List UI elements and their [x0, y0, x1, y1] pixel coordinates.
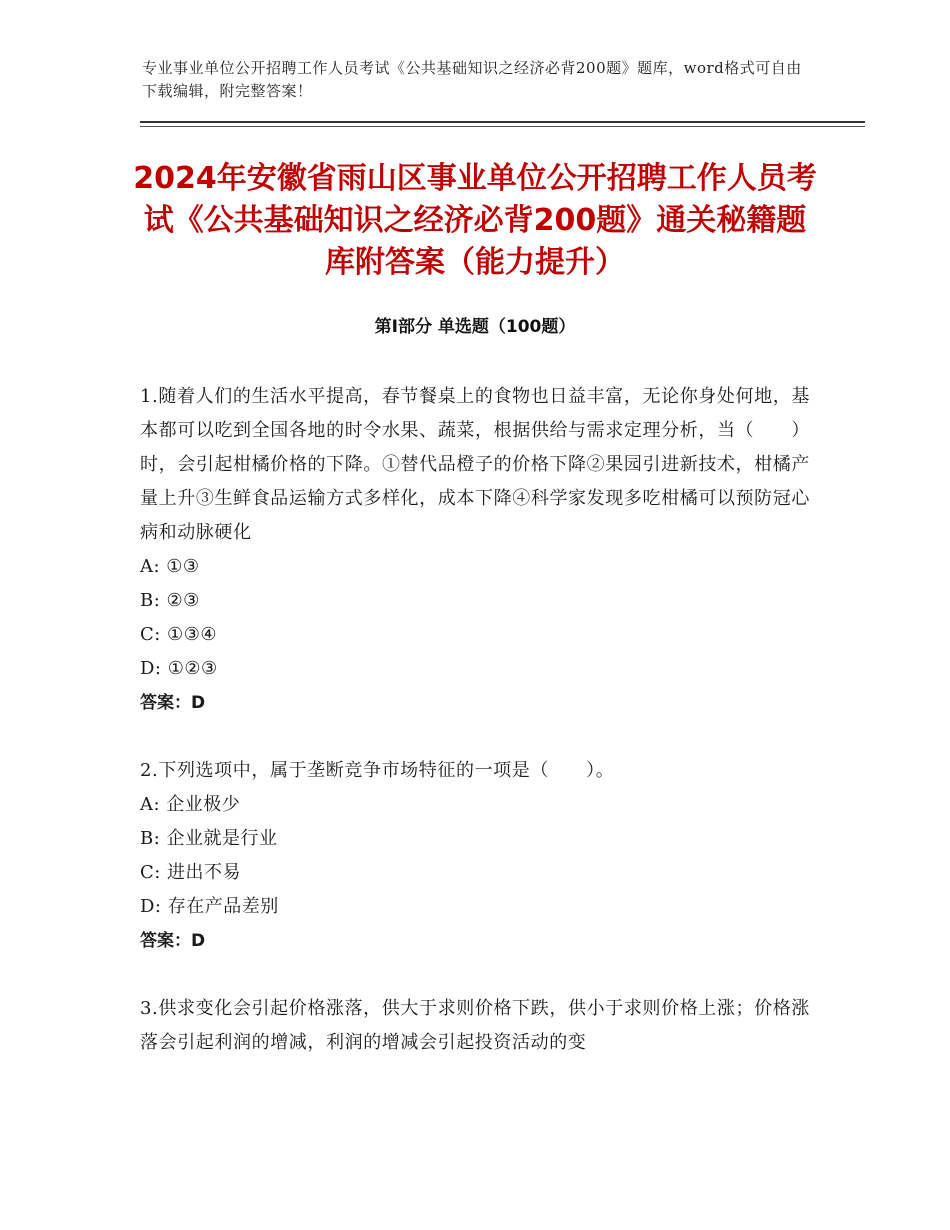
- option-d: D: ①②③: [140, 658, 218, 679]
- question-stem: 3.供求变化会引起价格涨落，供大于求则价格下跌，供小于求则价格上涨；价格涨落会引起利润的增减，利润的增减会引起投资活动的变: [140, 998, 810, 1053]
- header-divider-thick: [140, 121, 865, 123]
- header-note: 专业事业单位公开招聘工作人员考试《公共基础知识之经济必背200题》题库，word格式可自由下载编辑，附完整答案！: [142, 59, 802, 100]
- answer: 答案：D: [140, 693, 206, 713]
- question-list: [140, 380, 810, 1094]
- question-2: [140, 754, 810, 958]
- option-a: A: 企业极少: [140, 794, 241, 815]
- option-b: B: ②③: [140, 590, 200, 611]
- question-stem: 2.下列选项中，属于垄断竞争市场特征的一项是（ ）。: [140, 760, 615, 781]
- question-1: [140, 380, 810, 720]
- header-divider-thin: [140, 126, 865, 127]
- question-stem: 1.随着人们的生活水平提高，春节餐桌上的食物也日益丰富，无论你身处何地，基本都可以吃到全国各地的时令水果、蔬菜，根据供给与需求定理分析，当（ ）时，会引起柑橘价格的下降。①替代品橙子的价格下降②果园引进新技术，柑橘产量上升③生鲜食品运输方式多样化，成本下降④科学家发现多吃柑橘可以预防冠心病和动脉硬化: [140, 386, 810, 543]
- option-c: C: ①③④: [140, 624, 217, 645]
- option-b: B: 企业就是行业: [140, 828, 278, 849]
- option-c: C: 进出不易: [140, 862, 242, 883]
- option-a: A: ①③: [140, 556, 200, 577]
- document-title: 2024年安徽省雨山区事业单位公开招聘工作人员考试《公共基础知识之经济必背200题》通关秘籍题库附答案（能力提升）: [133, 161, 817, 280]
- section-title: 第I部分 单选题（100题）: [374, 317, 576, 337]
- option-d: D: 存在产品差别: [140, 896, 279, 917]
- question-3: [140, 992, 810, 1060]
- answer: 答案：D: [140, 931, 206, 951]
